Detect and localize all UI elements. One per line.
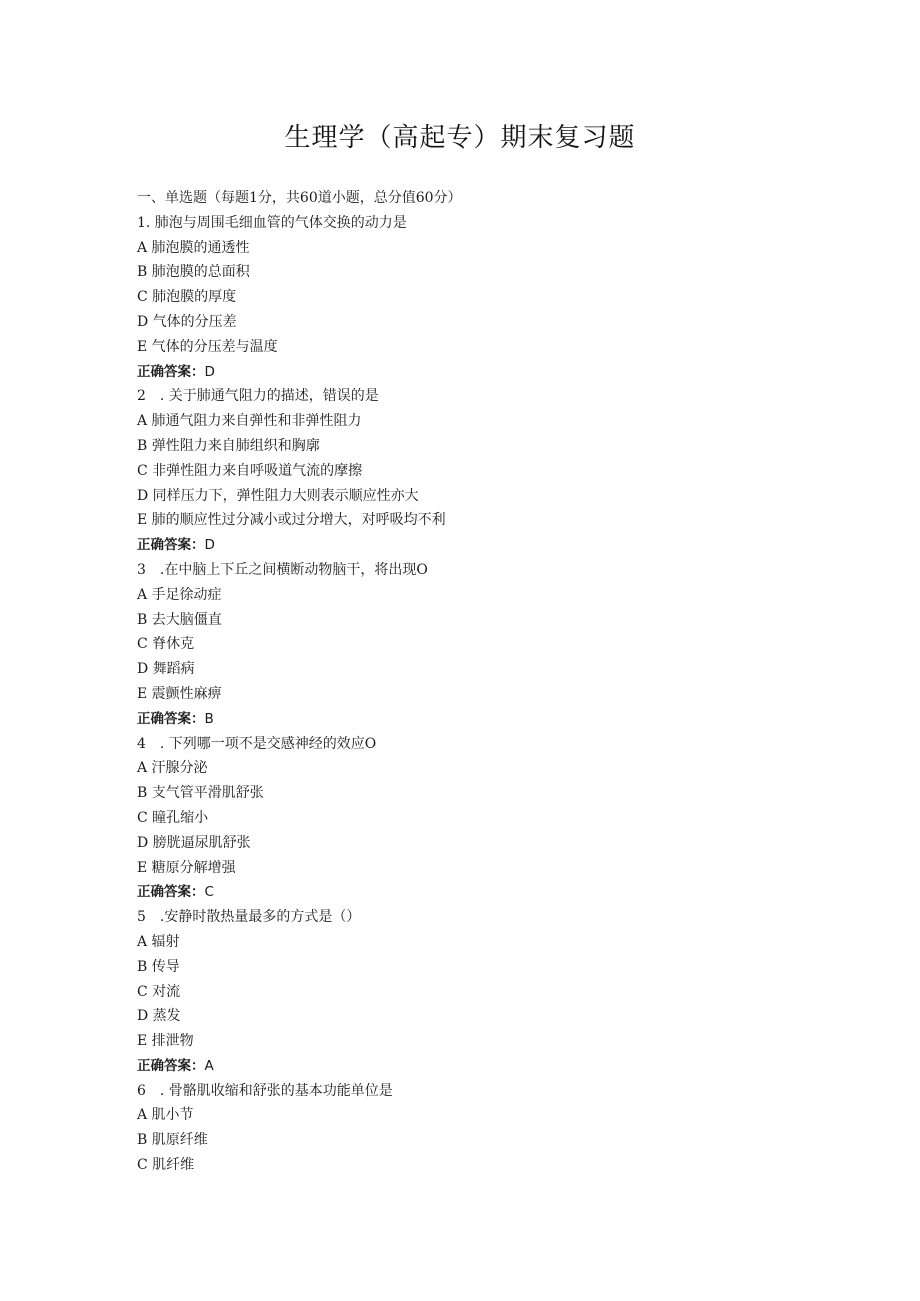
question-option: C 肌纤维 [137, 1157, 195, 1174]
question-stem: 3 .在中脑上下丘之间横断动物脑干，将出现O [137, 561, 428, 578]
question-6 [137, 1079, 837, 1178]
document-body [137, 186, 837, 1178]
question-option: B 去大脑僵直 [137, 611, 222, 628]
answer-value: A [204, 1057, 214, 1074]
question-option: C 瞳孔缩小 [137, 809, 209, 826]
question-option: C 对流 [137, 983, 181, 1000]
question-stem: 5 .安静时散热量最多的方式是（） [137, 909, 361, 926]
question-option: D 蒸发 [137, 1008, 181, 1025]
question-option: A 肺通气阻力来自弹性和非弹性阻力 [137, 413, 362, 430]
question-option: C 脊休克 [137, 636, 195, 653]
answer-label: 正确答案： [137, 363, 205, 380]
question-option: E 气体的分压差与温度 [137, 338, 278, 355]
correct-answer [137, 1054, 837, 1079]
question-option: B 支气管平滑肌舒张 [137, 785, 264, 802]
question-option: E 震颤性麻痹 [137, 685, 222, 702]
question-option: A 辐射 [137, 933, 180, 950]
question-stem: 1. 肺泡与周围毛细血管的气体交换的动力是 [137, 214, 407, 231]
answer-label: 正确答案： [137, 710, 205, 727]
correct-answer [137, 533, 837, 558]
document-title: 生理学（高起专）期末复习题 [284, 123, 636, 153]
question-option: E 排泄物 [137, 1033, 194, 1050]
question-option: B 肺泡膜的总面积 [137, 264, 250, 281]
section-heading: 一、单选题（每题1分，共60道小题，总分值60分） [137, 190, 462, 206]
question-stem: 6 . 骨骼肌收缩和舒张的基本功能单位是 [137, 1082, 393, 1099]
correct-answer [137, 360, 837, 385]
answer-value: C [204, 884, 214, 901]
question-option: A 肌小节 [137, 1107, 194, 1124]
question-option: A 手足徐动症 [137, 586, 222, 603]
question-option: D 膀胱逼尿肌舒张 [137, 834, 251, 851]
answer-label: 正确答案： [137, 537, 205, 554]
question-3 [137, 558, 837, 732]
question-option: C 肺泡膜的厚度 [137, 289, 237, 306]
question-stem: 4 . 下列哪一项不是交感神经的效应O [137, 735, 377, 752]
question-option: D 舞蹈病 [137, 661, 195, 678]
question-option: D 气体的分压差 [137, 313, 237, 330]
answer-value: D [204, 363, 215, 380]
correct-answer [137, 707, 837, 732]
question-4 [137, 732, 837, 906]
correct-answer [137, 880, 837, 905]
question-2 [137, 384, 837, 558]
question-option: E 肺的顺应性过分减小或过分增大，对呼吸均不利 [137, 512, 446, 529]
question-option: A 汗腺分泌 [137, 760, 208, 777]
question-option: B 肌原纤维 [137, 1132, 208, 1149]
question-stem: 2 . 关于肺通气阻力的描述，错误的是 [137, 388, 379, 405]
question-5 [137, 905, 837, 1079]
question-option: D 同样压力下，弹性阻力大则表示顺应性亦大 [137, 487, 419, 504]
question-option: C 非弹性阻力来自呼吸道气流的摩擦 [137, 462, 363, 479]
answer-label: 正确答案： [137, 884, 205, 901]
answer-value: D [204, 537, 215, 554]
question-option: B 传导 [137, 958, 180, 975]
question-1 [137, 211, 837, 385]
question-option: B 弹性阻力来自肺组织和胸廓 [137, 437, 320, 454]
question-option: A 肺泡膜的通透性 [137, 239, 250, 256]
answer-value: B [204, 710, 214, 727]
question-option: E 糖原分解增强 [137, 859, 236, 876]
answer-label: 正确答案： [137, 1057, 205, 1074]
